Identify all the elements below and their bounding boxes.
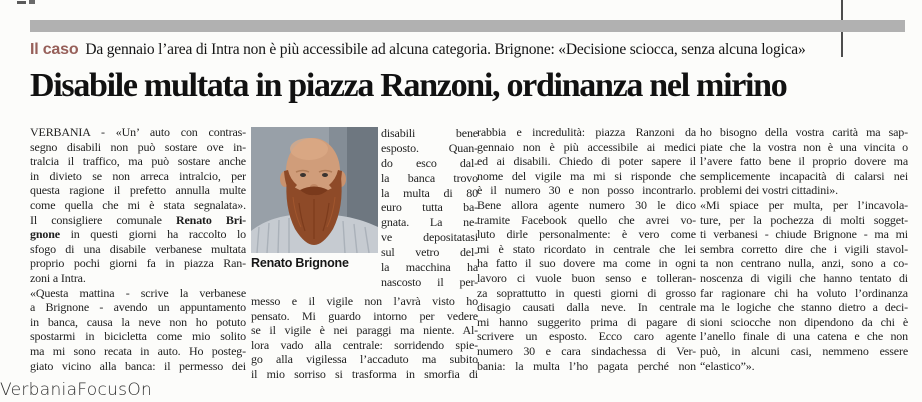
text-line: ti verbanesi - chiude Brignone - ma mi [700, 227, 908, 242]
text-line: ma mi sono recata in auto. Ho posteg- [30, 343, 246, 358]
headline: Disabile multata in piazza Ranzoni, ordinanza nel mirino [30, 67, 787, 104]
text-line: come quella che mi è stata segnalata». [30, 197, 246, 212]
text-line: ta non centrano nulla, anzi, sono a co- [700, 256, 908, 271]
text-line: sioni sciocche non dipendono da chi è [700, 314, 908, 329]
text-line: il mio sorriso si trasforma in smorfia di [251, 366, 478, 381]
text-line: sul vetro del- [381, 245, 478, 260]
kicker-label: Il caso [30, 41, 79, 58]
text-line: la multa di 80 [381, 185, 478, 200]
text-line: luto dirle personalmente: è vero come [477, 227, 696, 242]
text-line: segno disabili non può sostare ove in- [30, 139, 246, 154]
text-line: mi è stato ricordato in centrale che lei [477, 241, 696, 256]
text-line: lora vado alla centrale: sorridendo spie- [251, 337, 478, 352]
text-line: gennaio non è più accessibile ai medici [477, 139, 696, 154]
text-line: VERBANIA - «Un’ auto con contras- [30, 125, 246, 139]
article-below-photo [251, 294, 478, 382]
text-line: “elastico”». [700, 358, 755, 373]
text-line: euro tutta ba- [381, 200, 478, 215]
article-column-1 [30, 125, 246, 373]
text-line: numero 30 e cara sindachessa di Ver- [477, 343, 696, 358]
text-line: do esco dal- [381, 155, 478, 170]
text-line: ma le logiche che stanno dietro a deci- [700, 300, 908, 315]
text-line: pensato. Mi guardo intorno per vedere [251, 308, 478, 323]
text-line: scrivere un esposto. Ecco caro agente [477, 329, 696, 344]
text-line: «Mi spiace per multa, per l’incavola- [700, 197, 908, 212]
text-line: gnone in questi giorni ha raccolto lo [30, 227, 246, 242]
text-line: noscenza di vigili che hanno tentato di [700, 270, 908, 285]
text-line: Bene allora agente numero 30 le dico [477, 197, 696, 212]
text-line: ture, per la pochezza di molti sogget- [700, 212, 908, 227]
text-line: sfogo di una disabile verbanese multata [30, 241, 246, 256]
portrait-illustration [251, 127, 378, 253]
text-line: ha fatto il suo dovere ma come in ogni [477, 256, 696, 271]
text-line: può, in alcuni casi, nemmeno essere [700, 343, 908, 358]
text-line: ed ai disabili. Chiedo di poter sapere il [477, 154, 696, 169]
text-line: nascosto il per- [381, 274, 478, 289]
photo-renato-brignone [251, 127, 378, 253]
text-line: questa ragione il prefetto annulla multe [30, 183, 246, 198]
text-line: a Brignone - avendo un appuntamento [30, 300, 246, 315]
text-line: in banca, causa la neve non ho potuto [30, 314, 246, 329]
text-line: la banca trovo [381, 170, 478, 185]
text-line: è il numero 30 e non posso incontrarlo. [477, 183, 696, 198]
kicker [30, 41, 910, 59]
text-line: gnata. La ne- [381, 215, 478, 230]
watermark: VerbaniaFocusOn [0, 380, 153, 400]
text-line: tramite Facebook quello che avrei vo- [477, 212, 696, 227]
text-line: semplicemente incapacità di calarsi nei [700, 168, 908, 183]
text-line: l’avere fatto bene il proprio dovere ma [700, 154, 908, 169]
text-line: proprio pochi giorni fa in piazza Ran- [30, 256, 246, 271]
text-line: disabili bene [381, 126, 478, 140]
text-line: «Questa mattina - scrive la verbanese [30, 285, 246, 300]
text-line: disagio causati dalla neve. In centrale [477, 300, 696, 315]
text-line: sembra corretto dire che i vigili stavol- [700, 241, 908, 256]
text-line: go alla vigilessa l’accaduto ma subito [251, 352, 478, 367]
text-line: rabbia e incredulità: piazza Ranzoni da [477, 125, 696, 139]
text-line: esposto. Quan- [381, 140, 478, 155]
text-line: giato vicino alla banca: il permesso dei [30, 358, 246, 373]
text-line: piate che la vostra non è una vincita o [700, 139, 908, 154]
scan-artifact-mark [29, 0, 35, 4]
text-line: mi hanno suggerito prima di pagare di [477, 314, 696, 329]
article-strip-beside-photo [381, 126, 478, 290]
text-line: problemi dei vostri cittadini». [700, 183, 838, 198]
article-column-3 [477, 125, 696, 373]
text-line: far ragionare chi ha voluto l’ordinanza [700, 285, 908, 300]
text-line: la macchina ha [381, 260, 478, 275]
text-line: messo e il vigile non l’avrà visto ho [251, 294, 478, 308]
text-line: ve depositatasi [381, 230, 478, 245]
text-line: bania: la multa l’ho pagata perché non [477, 358, 696, 373]
text-line: zoni a Intra. [30, 270, 86, 285]
text-line: ho bisogno della vostra carità ma sap- [700, 125, 908, 139]
photo-caption: Renato Brignone [251, 256, 349, 270]
text-line: Il consigliere comunale Renato Bri- [30, 212, 246, 227]
text-line: lavoro ci vuole buon senso e tolleran- [477, 270, 696, 285]
scan-artifact-mark [17, 1, 26, 4]
kicker-text: Da gennaio l’area di Intra non è più accessibile ad alcuna categoria. Brignone: «Decisione sciocca, senza alcuna logica» [85, 41, 806, 58]
text-line: spostarmi in bicicletta come mio solito [30, 329, 246, 344]
text-line: in divieto se non arreca intralcio, per [30, 168, 246, 183]
section-divider-bar [30, 20, 905, 32]
text-line: se il vigile è nei paraggi ma niente. Al- [251, 323, 478, 338]
article-column-4 [700, 125, 908, 373]
text-line: tralcia il traffico, ma può sostare anche [30, 154, 246, 169]
text-line: l’anello finale di una catena e che non [700, 329, 908, 344]
text-line: nome del vigile ma mi si risponde che [477, 168, 696, 183]
text-line: za soprattutto in questi giorni di grosso [477, 285, 696, 300]
